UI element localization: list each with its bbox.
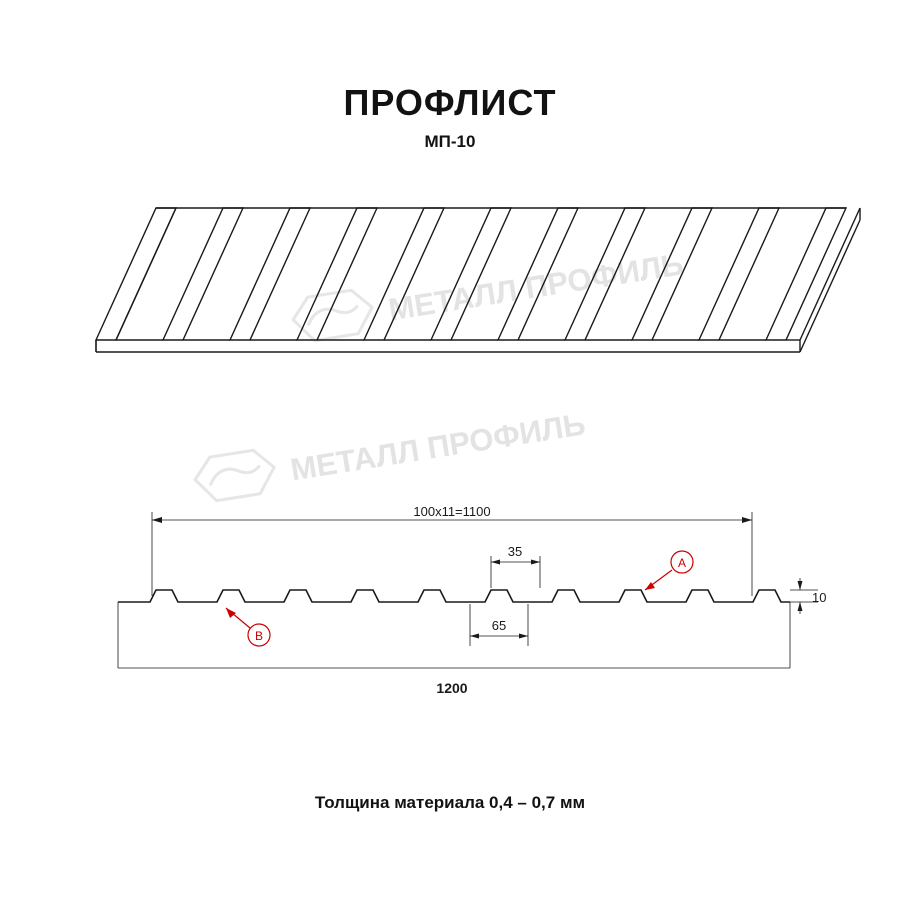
product-model: МП-10 xyxy=(424,132,476,151)
dimension-rib-pitch xyxy=(491,556,540,588)
material-thickness-note: Толщина материала 0,4 – 0,7 мм xyxy=(314,793,586,812)
dimension-rib-base-label: 65 xyxy=(491,618,507,633)
dimension-useful-width-label: 100x11=1100 xyxy=(413,504,491,519)
section-extent-lines xyxy=(118,602,790,668)
watermark-text-2: МЕТАЛЛ ПРОФИЛЬ xyxy=(288,406,588,488)
cross-section-view xyxy=(118,590,790,602)
corrugation-ribs xyxy=(96,208,846,340)
dimension-profile-height-label: 10 xyxy=(812,590,827,605)
watermark-text: МЕТАЛЛ ПРОФИЛЬ xyxy=(386,246,686,328)
watermark-lower xyxy=(192,398,588,503)
watermark-upper xyxy=(290,238,686,343)
page-title: ПРОФЛИСТ xyxy=(343,82,557,123)
metall-profil-logo-icon xyxy=(290,287,376,343)
callout-b-label: B xyxy=(254,629,264,643)
metall-profil-logo-icon-2 xyxy=(192,447,278,503)
callout-b xyxy=(226,608,270,646)
dimension-rib-pitch-label: 35 xyxy=(507,544,523,559)
callout-a-label: A xyxy=(677,556,687,570)
dimension-useful-width xyxy=(152,512,752,596)
dimension-total-width-label: 1200 xyxy=(436,680,468,696)
